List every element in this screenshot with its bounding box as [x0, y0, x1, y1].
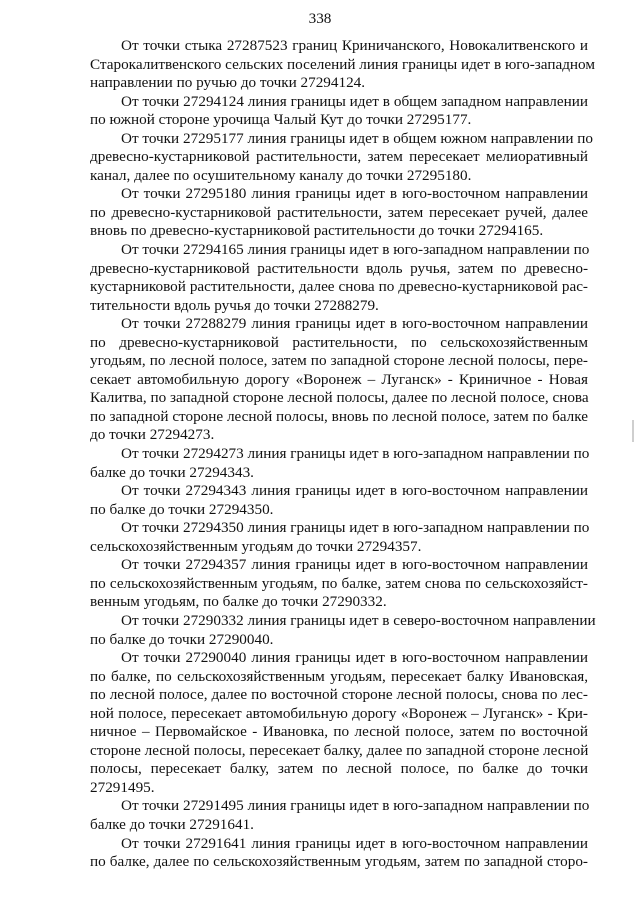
text-line: по древесно-кустарниковой растительности, затем пересекает ручей, далее	[90, 203, 588, 221]
text-line: канал, далее по осушительному каналу до точки 27295180.	[90, 166, 472, 184]
text-line: по балке до точки 27290040.	[90, 630, 274, 648]
text-line: Старокалитвенского сельских поселений линия границы идет в юго-западном	[90, 55, 595, 73]
paragraph	[90, 129, 594, 186]
text-line: От точки 27290332 линия границы идет в северо-восточном направлении	[121, 611, 596, 629]
paragraph	[90, 519, 588, 556]
text-line: От точки 27294124 линия границы идет в общем западном направлении	[121, 92, 588, 110]
text-line: вновь по древесно-кустарниковой растительности до точки 27294165.	[90, 222, 544, 240]
text-line: кустарниковой растительности, далее снова по древесно-кустарниковой рас-	[90, 278, 588, 296]
scan-artifact	[632, 420, 634, 442]
text-line: От точки 27291641 линия границы идет в юго-восточном направлении	[121, 834, 588, 852]
body-text	[90, 37, 596, 872]
text-line: От точки 27295177 линия границы идет в общем южном направлении по	[121, 129, 594, 147]
text-line: по южной стороне урочища Чалый Кут до точки 27295177.	[90, 111, 472, 129]
text-line: по балке до точки 27294350.	[90, 500, 274, 518]
paragraph	[90, 445, 588, 482]
text-line: От точки 27294343 линия границы идет в юго-восточном направлении	[121, 482, 588, 500]
text-line: секает автомобильную дорогу «Воронеж – Луганск» - Криничное - Новая	[90, 370, 588, 388]
text-line: тительности вдоль ручья до точки 27288279.	[90, 296, 379, 314]
paragraph	[90, 315, 588, 445]
paragraph	[90, 185, 588, 241]
paragraph	[90, 835, 588, 872]
text-line: до точки 27294273.	[90, 426, 215, 444]
text-line: угодьям, по лесной полосе, затем по западной стороне лесной полосы, пере-	[90, 352, 588, 370]
text-line: Калитва, по западной стороне лесной полосы, далее по лесной полосе, снова	[90, 389, 589, 407]
text-line: 27291495.	[90, 778, 155, 796]
text-line: От точки 27295180 линия границы идет в юго-восточном направлении	[121, 185, 588, 203]
paragraph	[90, 93, 588, 130]
text-line: стороне лесной полосы, пересекает балку, далее по западной стороне лесной	[90, 741, 589, 759]
text-line: От точки стыка 27287523 границ Криничанского, Новокалитвенского и	[121, 37, 588, 54]
paragraph	[90, 611, 596, 649]
text-line: От точки 27294357 линия границы идет в юго-восточном направлении	[121, 556, 588, 574]
text-line: ной полосе, пересекает автомобильную дорогу «Воронеж – Луганск» - Кри-	[90, 704, 588, 722]
text-line: полосы, пересекает балку, затем по лесной полосе, по балке до точки	[90, 760, 588, 778]
text-line: по лесной полосе, далее по восточной стороне лесной полосы, снова по лес-	[90, 686, 588, 704]
text-line: древесно-кустарниковой растительности, затем пересекает мелиоративный	[90, 148, 588, 166]
text-line: по древесно-кустарниковой растительности, по сельскохозяйственным	[90, 333, 588, 351]
paragraph	[90, 649, 588, 797]
text-line: От точки 27294165 линия границы идет в юго-западном направлении по	[121, 241, 590, 259]
paragraph	[90, 37, 595, 93]
text-line: От точки 27294350 линия границы идет в юго-западном направлении по	[121, 519, 590, 537]
text-line: балке до точки 27291641.	[90, 815, 254, 833]
paragraph	[90, 797, 588, 834]
text-line: От точки 27288279 линия границы идет в юго-восточном направлении	[121, 315, 588, 333]
text-line: балке до точки 27294343.	[90, 463, 254, 481]
text-line: венным угодьям, по балке до точки 27290332.	[90, 593, 387, 611]
text-line: по балке, по сельскохозяйственным угодьям, пересекает балку Ивановская,	[90, 667, 588, 685]
text-line: От точки 27291495 линия границы идет в юго-западном направлении по	[121, 797, 590, 815]
text-line: ничное – Первомайское - Ивановка, по лесной полосе, затем по восточной	[90, 723, 588, 741]
text-line: От точки 27290040 линия границы идет в юго-восточном направлении	[121, 649, 588, 667]
page-number: 338	[308, 10, 332, 27]
text-line: направлении по ручью до точки 27294124.	[90, 74, 366, 92]
paragraph	[90, 482, 588, 519]
text-line: по западной стороне лесной полосы, вновь по лесной полосе, затем по балке	[90, 407, 588, 425]
text-line: по балке, далее по сельскохозяйственным угодьям, затем по западной сторо-	[90, 853, 588, 871]
text-line: древесно-кустарниковой растительности вдоль ручья, затем по древесно-	[90, 259, 588, 277]
text-line: От точки 27294273 линия границы идет в юго-западном направлении по	[121, 445, 590, 463]
text-line: сельскохозяйственным угодьям до точки 27294357.	[90, 537, 422, 555]
paragraph	[90, 556, 588, 612]
text-line: по сельскохозяйственным угодьям, по балке, затем снова по сельскохозяйст-	[90, 574, 588, 592]
paragraph	[90, 241, 588, 315]
